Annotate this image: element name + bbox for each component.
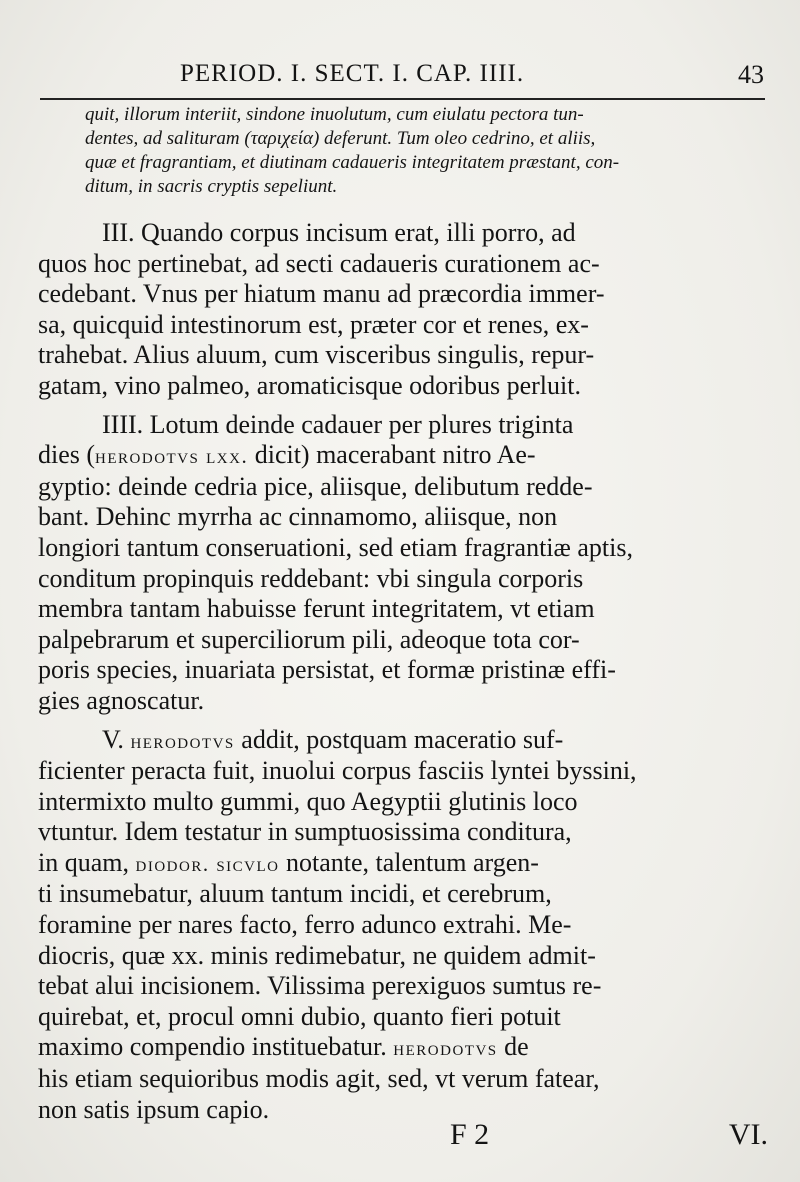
text-line: tebat alui incisionem. Vilissima perexiguos sumtus re-: [38, 971, 602, 1001]
note-line: dentes, ad salituram (ταριχεία) deferunt. Tum oleo cedrino, et aliis,: [85, 128, 596, 149]
text-run: notante, talentum argen-: [279, 847, 539, 877]
paragraph-v: [38, 725, 768, 1126]
text-run: in quam,: [38, 847, 136, 877]
text-line: [38, 440, 768, 472]
text-line: III. Quando corpus incisum erat, illi porro, ad: [102, 218, 576, 247]
text-line: [38, 725, 768, 757]
text-line: bant. Dehinc myrrha ac cinnamomo, aliisque, non: [38, 502, 558, 532]
text-line: ficienter peracta fuit, inuolui corpus fasciis lyntei byssini,: [38, 756, 637, 786]
note-line: quit, illorum interiit, sindone inuolutum, cum eiulatu pectora tun-: [85, 104, 584, 125]
note-line: ditum, in sacris cryptis sepeliunt.: [85, 176, 338, 197]
text-line: diocris, quæ xx. minis redimebatur, ne quidem admit-: [38, 940, 596, 970]
author-reference: herodotvs: [393, 1036, 498, 1061]
text-line: poris species, inuariata persistat, et formæ pristinæ effi-: [38, 655, 616, 685]
text-line: trahebat. Alius aluum, cum visceribus singulis, repur-: [38, 340, 595, 370]
text-line: [38, 1032, 768, 1064]
author-reference: herodotvs: [130, 728, 235, 753]
catchword: VI.: [728, 1118, 768, 1151]
text-line: sa, quicquid intestinorum est, præter cor et renes, ex-: [38, 309, 589, 339]
author-reference: diodor. sicvlo: [135, 851, 280, 876]
running-head: PERIOD. I. SECT. I. CAP. IIII.: [180, 60, 525, 87]
paragraph-iii: [38, 218, 768, 402]
text-line: [38, 848, 768, 880]
page-header: [120, 60, 770, 94]
text-line: ti insumebatur, aluum tantum incidi, et cerebrum,: [38, 879, 552, 909]
text-line: foramine per nares facto, ferro adunco extrahi. Me-: [38, 910, 572, 940]
text-run: V.: [102, 724, 131, 754]
text-line: longiori tantum conseruationi, sed etiam fragrantiæ aptis,: [38, 532, 633, 562]
text-line: quos hoc pertinebat, ad secti cadaueris curationem ac-: [38, 248, 600, 278]
author-reference: herodotvs lxx.: [95, 444, 249, 469]
text-run: addit, postquam maceratio suf-: [234, 724, 564, 754]
text-run: dies (: [38, 440, 96, 470]
note-line: quæ et fragrantiam, et diutinam cadaueris integritatem præstant, con-: [85, 152, 620, 173]
text-line: palpebrarum et superciliorum pili, adeoque tota cor-: [38, 624, 580, 654]
text-line: his etiam sequioribus modis agit, sed, vt verum fatear,: [38, 1064, 600, 1094]
text-line: gies agnoscatur.: [38, 685, 205, 715]
page-footer: [40, 1118, 770, 1158]
paragraph-iiii: [38, 410, 768, 717]
text-line: gatam, vino palmeo, aromaticisque odoribus perluit.: [38, 370, 581, 400]
text-run: maximo compendio instituebatur.: [38, 1032, 394, 1062]
main-text: [38, 218, 768, 1133]
text-line: intermixto multo gummi, quo Aegyptii glutinis loco: [38, 786, 578, 816]
text-line: cedebant. Vnus per hiatum manu ad præcordia immer-: [38, 279, 605, 309]
signature-mark: F 2: [450, 1118, 490, 1151]
text-line: quirebat, et, procul omni dubio, quanto fieri potuit: [38, 1001, 561, 1031]
text-run: dicit) macerabant nitro Ae-: [248, 440, 536, 470]
text-run: de: [497, 1032, 529, 1062]
page-number: 43: [738, 60, 764, 89]
footnote-continuation: [85, 103, 765, 199]
text-line: membra tantam habuisse ferunt integritatem, vt etiam: [38, 594, 595, 624]
text-line: IIII. Lotum deinde cadauer per plures triginta: [102, 409, 574, 439]
text-line: conditum propinquis reddebant: vbi singula corporis: [38, 563, 584, 593]
text-line: gyptio: deinde cedria pice, aliisque, delibutum redde-: [38, 471, 593, 501]
text-line: vtuntur. Idem testatur in sumptuosissima conditura,: [38, 817, 572, 847]
text-line: non satis ipsum capio.: [38, 1094, 270, 1124]
header-rule: [40, 98, 765, 100]
